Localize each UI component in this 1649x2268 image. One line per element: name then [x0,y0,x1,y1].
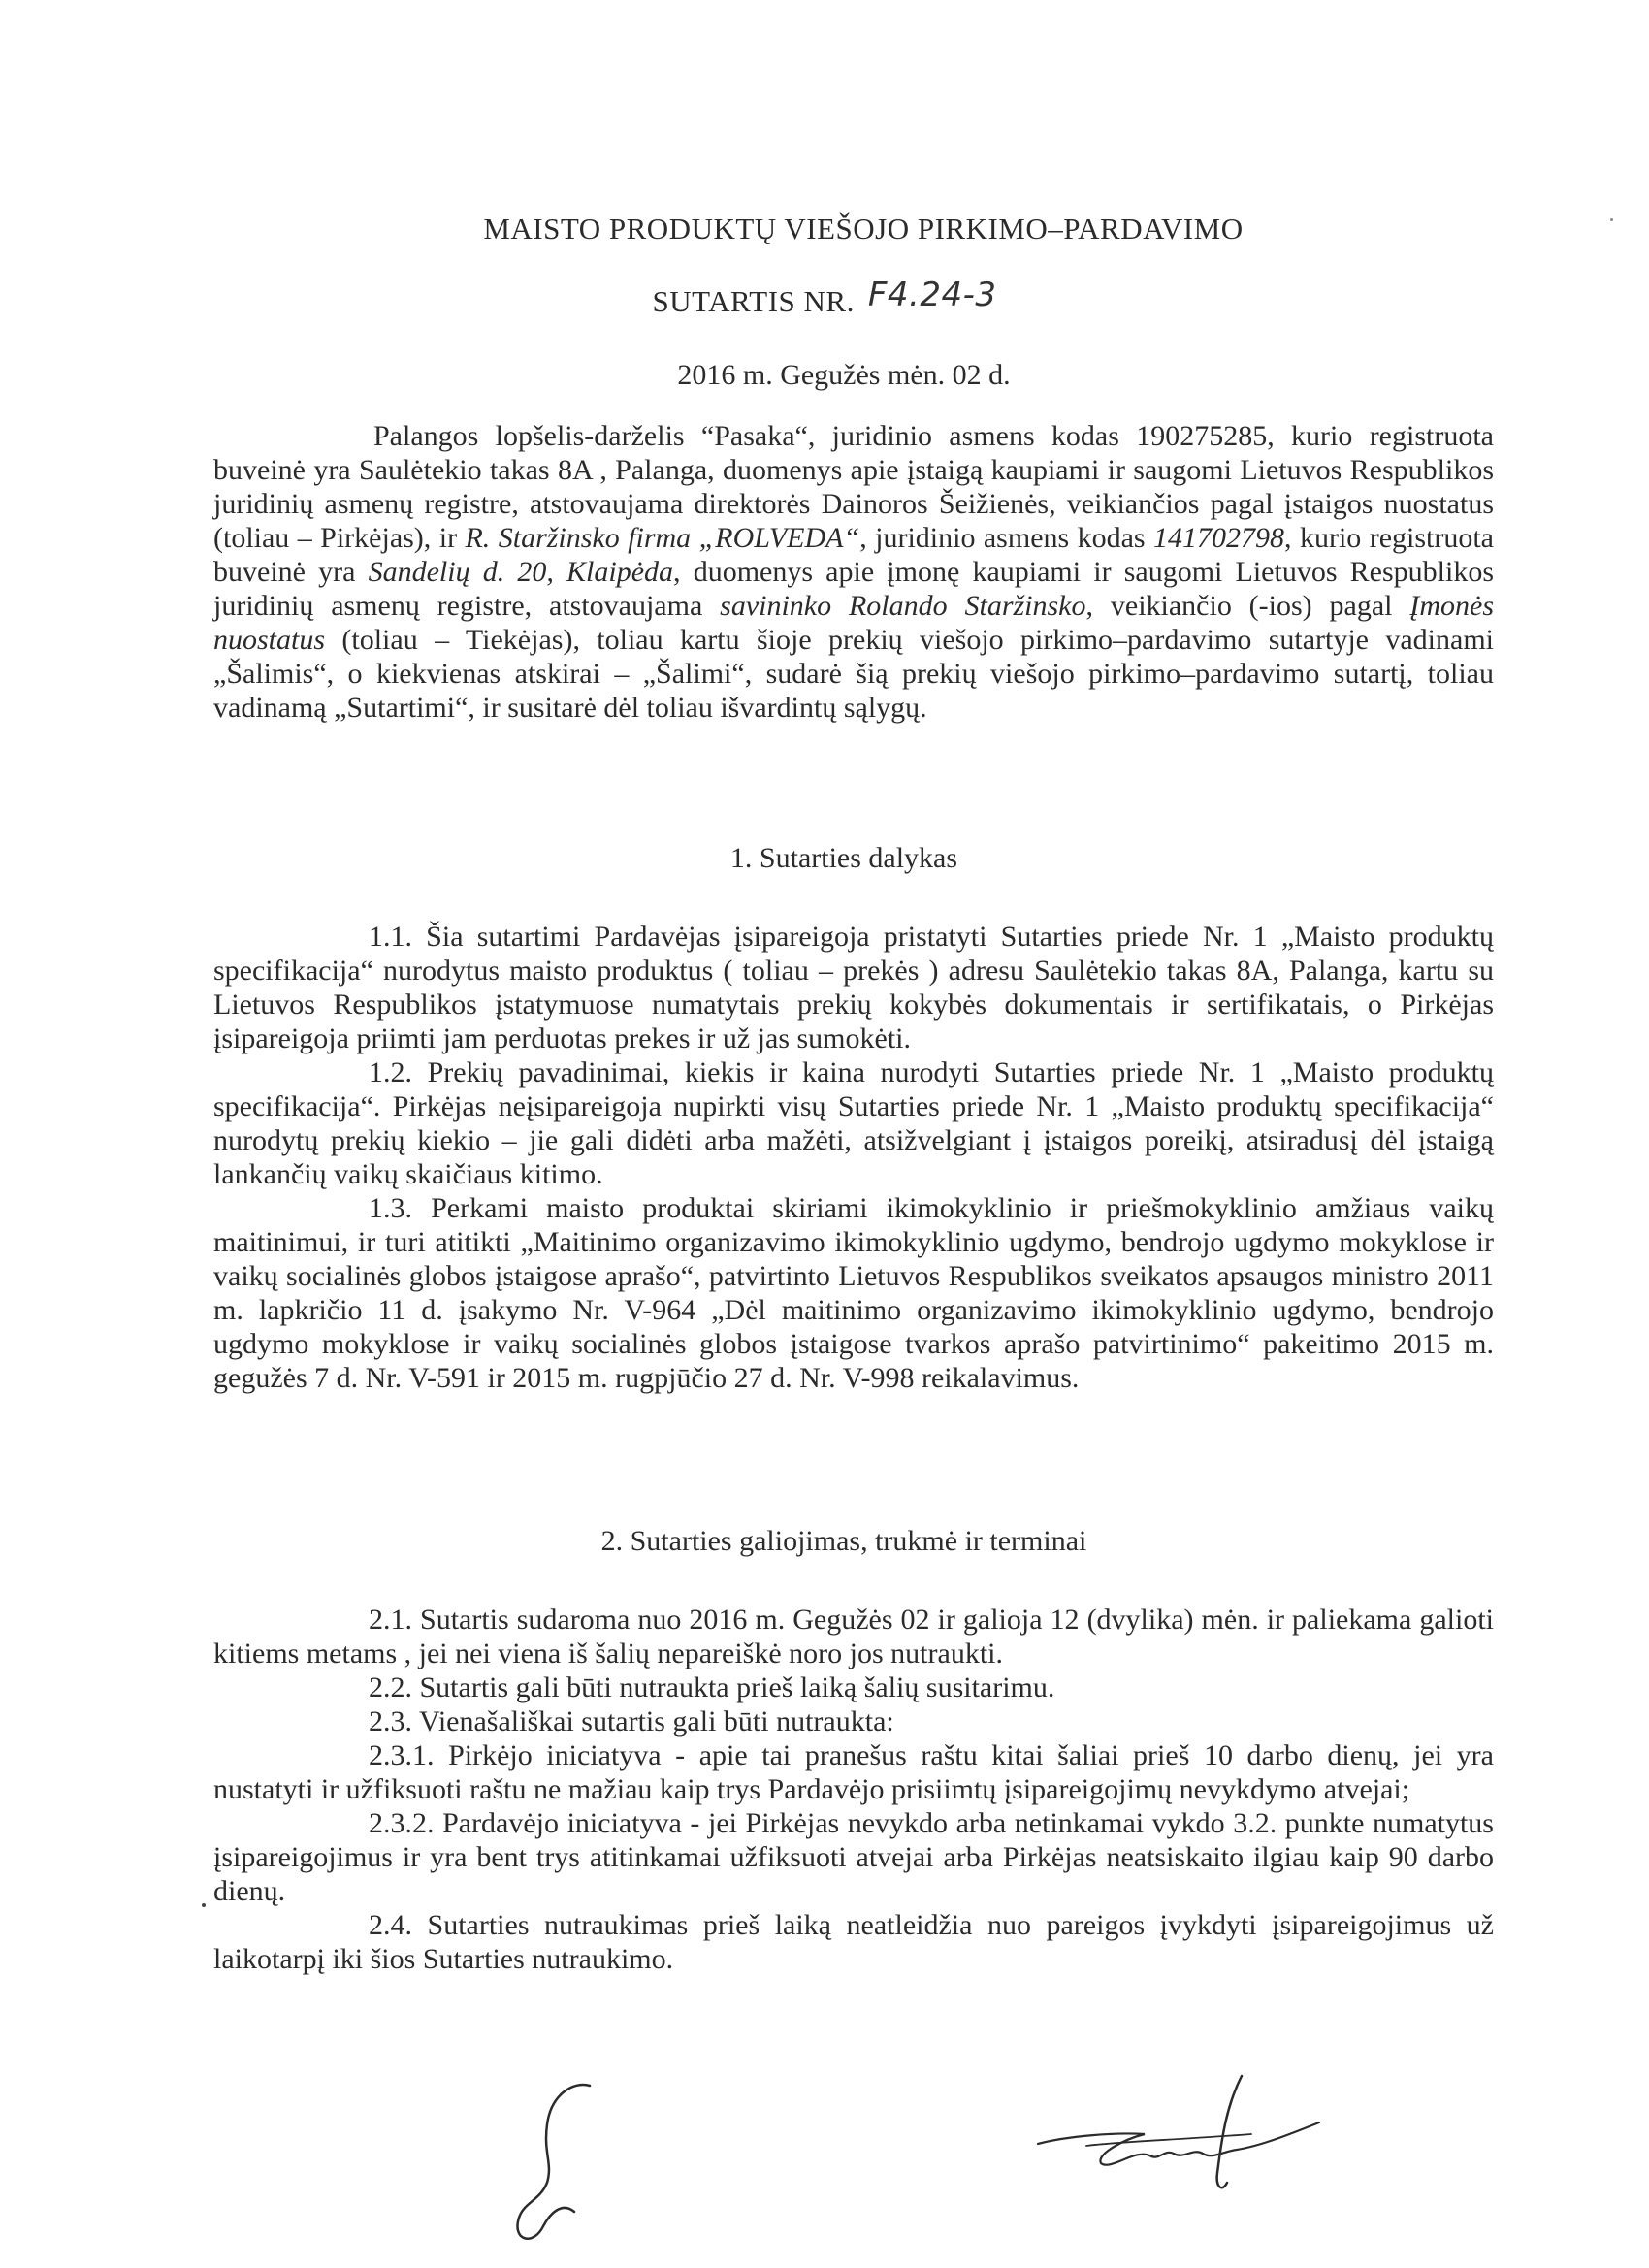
supplier-representative: savininko Rolando Staržinsko [720,590,1086,622]
document-title: MAISTO PRODUKTŲ VIEŠOJO PIRKIMO–PARDAVIMO [483,211,1244,245]
intro-text: (toliau – Tiekėjas), toliau kartu šioje prekių viešojo pirkimo–pardavimo sutartyje vadinami „Šalimis“, o kiekvienas atskirai – „Šalimi“, sudarė šią prekių viešojo pirkimo–pardavimo sutartį, toliau vadinamą „Sutartimi“, ir susitarė dėl toliau išvardintų sąlygų. [213,624,1494,724]
clause-2-2: 2.2. Sutartis gali būti nutraukta prieš laiką šalių susitarimu. [369,1671,1055,1703]
clause-1-1: 1.1. Šia sutartimi Pardavėjas įsipareigoja pristatyti Sutarties priede Nr. 1 „Maisto produktų specifikacija“ nurodytus maisto produktus ( toliau – prekės ) adresu Saulėtekio takas 8A, Palanga, kartu su Lietuvos Respublikos įstatymuose numatytais prekių kokybės dokumentais ir sertifikatais, o Pirkėjas įsipareigoja priimti jam perduotas prekes ir už jas sumokėti. [213,921,1494,1054]
left-signature [504,2057,621,2251]
supplier-code: 141702798 [1153,522,1285,554]
contract-number-label: SUTARTIS NR. [652,284,855,318]
supplier-address: Sandelių d. 20, Klaipėda [368,556,674,588]
scan-speck [202,1903,206,1907]
right-signature [1028,2066,1358,2202]
clause-2-1: 2.1. Sutartis sudaroma nuo 2016 m. Gegužės 02 ir galioja 12 (dvylika) mėn. ir paliekama galioti kitiems metams , jei nei viena iš šalių nepareiškė noro jos nutraukti. [213,1604,1494,1669]
intro-paragraph [213,419,1494,725]
section-2-heading: 2. Sutarties galiojimas, trukmė ir terminai [600,1525,1087,1557]
clause-2-3-2: 2.3.2. Pardavėjo iniciatyva - jei Pirkėjas nevykdo arba netinkamai vykdo 3.2. punkte numatytus įsipareigojimus ir yra bent trys atitinkamai užfiksuoti atvejai arba Pirkėjas neatsiskaito ilgiau kaip 90 darbo dienų. [213,1807,1494,1907]
intro-text: Palangos lopšelis-darželis “Pasaka“, juridinio asmens kodas 190275285, kurio registruota buveinė yra Saulėtekio takas 8A , Palanga, duomenys apie įstaigą kaupiami ir saugomi Lietuvos Respublikos juridinių asmenų registre, atstovaujama direktorės Dainoros Šeižienės, veikiančios pagal įstaigos nuostatus (toliau – Pirkėjas), ir [213,420,1494,554]
section-1-body [213,920,1494,1395]
supplier-name: R. Staržinsko firma „ROLVEDA“ [465,522,860,554]
handwritten-contract-number: F4.24-3 [867,275,997,314]
clause-2-3: 2.3. Vienašališkai sutartis gali būti nutraukta: [369,1705,894,1737]
contract-date: 2016 m. Gegužės mėn. 02 d. [677,359,1011,391]
clause-2-3-1: 2.3.1. Pirkėjo iniciatyva - apie tai pranešus raštu kitai šaliai prieš 10 darbo dienų, jei yra nustatyti ir užfiksuoti raštu ne mažiau kaip trys Pardavėjo prisiimtų įsipareigojimų nevykdymo atvejai; [213,1739,1494,1805]
contract-number-line [0,275,1649,320]
clause-2-4: 2.4. Sutarties nutraukimas prieš laiką neatleidžia nuo pareigos įvykdyti įsipareigojimus už laikotarpį iki šios Sutarties nutraukimo. [213,1909,1494,1975]
intro-text: , veikiančio (-ios) pagal [1085,590,1410,622]
intro-text: , duomenys apie įmonę kaupiami ir saugomi Lietuvos Respublikos juridinių asmenų registre, atstovaujama [213,556,1495,622]
supplier-basis: Įmonės nuostatus [213,590,1495,656]
scan-speck [1610,218,1613,221]
clause-1-2: 1.2. Prekių pavadinimai, kiekis ir kaina nurodyti Sutarties priede Nr. 1 „Maisto produktų specifikacija“. Pirkėjas neįsipareigoja nupirkti visų Sutarties priede Nr. 1 „Maisto produktų specifikacija“ nurodytų prekių kiekio – jie gali didėti arba mažėti, atsižvelgiant į įstaigos poreikį, atsiradusį dėl įstaigą lankančių vaikų skaičiaus kitimo. [213,1056,1494,1190]
section-1-heading: 1. Sutarties dalykas [729,842,958,874]
intro-text: , juridinio asmens kodas [859,522,1154,554]
section-2-body [213,1603,1494,1976]
clause-1-3: 1.3. Perkami maisto produktai skiriami ikimokyklinio ir priešmokyklinio amžiaus vaikų maitinimui, ir turi atitikti „Maitinimo organizavimo ikimokyklinio ugdymo, bendrojo ugdymo mokyklose ir vaikų socialinės globos įstaigose aprašo“, patvirtinto Lietuvos Respublikos sveikatos apsaugos ministro 2011 m. lapkričio 11 d. įsakymo Nr. V-964 „Dėl maitinimo organizavimo ikimokyklinio ugdymo, bendrojo ugdymo mokyklose ir vaikų socialinės globos įstaigose tvarkos aprašo patvirtinimo“ pakeitimo 2015 m. gegužės 7 d. Nr. V-591 ir 2015 m. rugpjūčio 27 d. Nr. V-998 reikalavimus. [213,1192,1494,1394]
intro-text: , kurio registruota buveinė yra [213,522,1494,588]
